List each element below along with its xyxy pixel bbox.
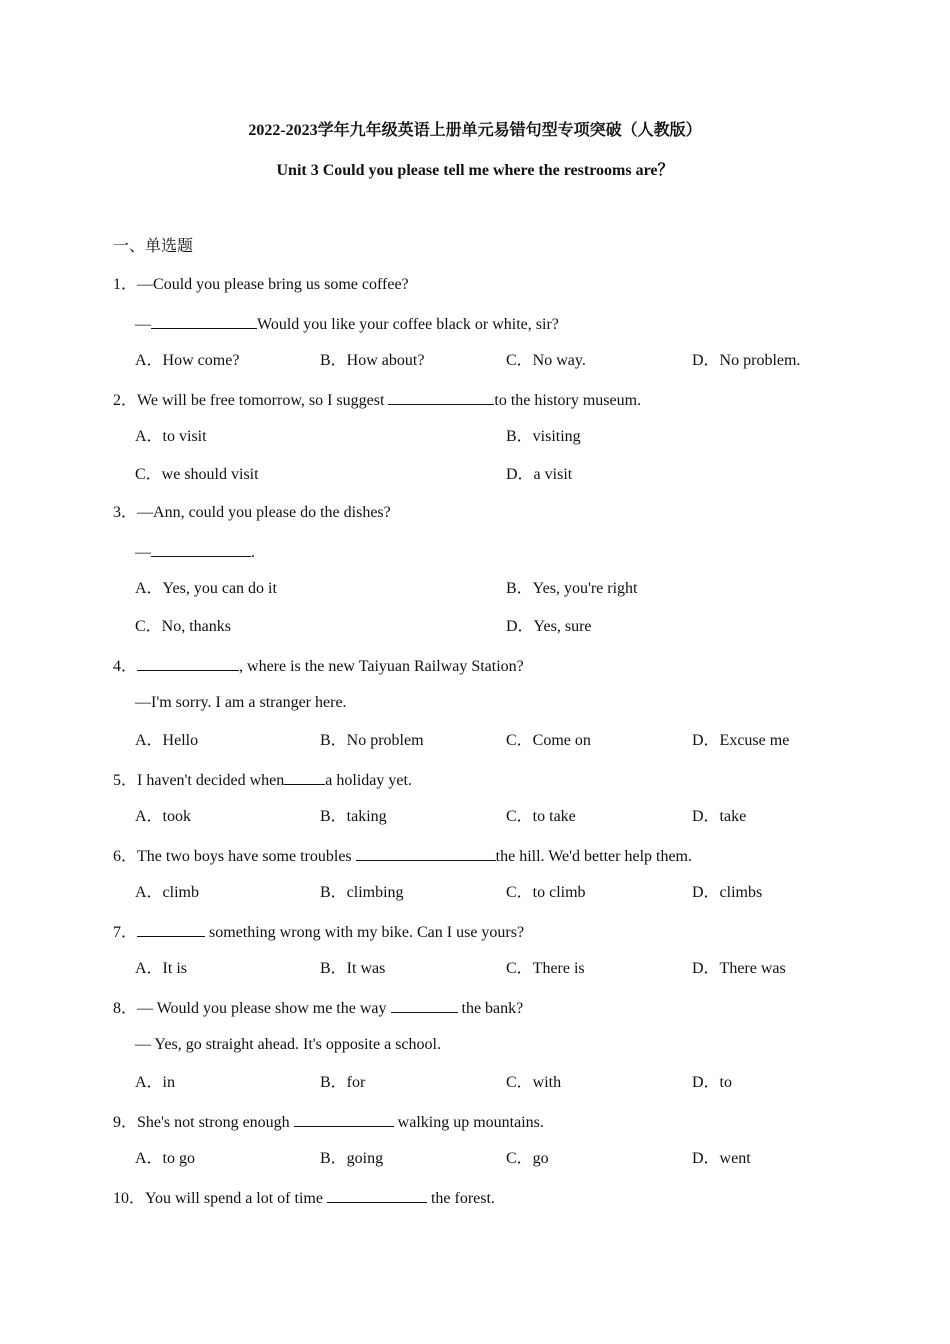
option-c[interactable]: C．go: [506, 1150, 549, 1167]
option-c[interactable]: C．No, thanks: [135, 618, 232, 635]
option-d[interactable]: D．climbs: [692, 884, 763, 901]
section-heading: 一、单选题: [113, 238, 194, 255]
option-a[interactable]: A．It is: [135, 960, 188, 977]
option-d[interactable]: D．to: [692, 1074, 733, 1091]
option-a[interactable]: A．How come?: [135, 352, 240, 369]
option-c[interactable]: C．No way.: [506, 352, 586, 369]
question-9: 9．She's not strong enough walking up mountains.: [113, 1110, 544, 1134]
option-b[interactable]: B．Yes, you're right: [506, 580, 638, 597]
option-a[interactable]: A．took: [135, 808, 192, 825]
question-2: 2．We will be free tomorrow, so I suggest to the history museum.: [113, 388, 641, 412]
question-4-response: —I'm sorry. I am a stranger here.: [135, 694, 347, 711]
option-b[interactable]: B．going: [320, 1150, 384, 1167]
option-d[interactable]: D．take: [692, 808, 747, 825]
question-1-response: — Would you like your coffee black or white, sir?: [135, 312, 559, 336]
unit-subtitle: Unit 3 Could you please tell me where the restrooms are？: [276, 162, 674, 179]
option-c[interactable]: C．to take: [506, 808, 576, 825]
answer-blank: [151, 540, 251, 557]
answer-blank: [137, 654, 239, 671]
question-1: [113, 274, 409, 296]
option-a[interactable]: A．Yes, you can do it: [135, 580, 277, 597]
question-number: 6．: [113, 848, 138, 865]
question-number: 8．: [113, 1000, 138, 1017]
option-b[interactable]: B．No problem: [320, 732, 424, 749]
answer-blank: [137, 920, 205, 937]
answer-blank: [356, 844, 496, 861]
option-d[interactable]: D．No problem.: [692, 352, 801, 369]
option-b[interactable]: B．climbing: [320, 884, 404, 901]
question-3-response: — .: [135, 540, 255, 564]
option-b[interactable]: B．taking: [320, 808, 387, 825]
option-d[interactable]: D．a visit: [506, 466, 573, 483]
option-b[interactable]: B．It was: [320, 960, 386, 977]
option-b[interactable]: B．How about?: [320, 352, 425, 369]
question-number: 9．: [113, 1114, 138, 1131]
option-c[interactable]: C．we should visit: [135, 466, 259, 483]
question-7: 7． something wrong with my bike. Can I use yours?: [113, 920, 524, 944]
answer-blank: [388, 388, 494, 405]
option-a[interactable]: A．to visit: [135, 428, 207, 445]
option-a[interactable]: A．in: [135, 1074, 176, 1091]
question-number: 10．: [113, 1190, 146, 1207]
question-text: —Could you please bring us some coffee?: [137, 276, 409, 293]
question-number: 7．: [113, 924, 138, 941]
option-c[interactable]: C．Come on: [506, 732, 591, 749]
question-10: 10．You will spend a lot of time the forest.: [113, 1186, 495, 1210]
option-d[interactable]: D．went: [692, 1150, 751, 1167]
question-3: 3．—Ann, could you please do the dishes?: [113, 504, 391, 521]
option-a[interactable]: A．climb: [135, 884, 199, 901]
option-a[interactable]: A．Hello: [135, 732, 199, 749]
option-d[interactable]: D．Yes, sure: [506, 618, 592, 635]
option-a[interactable]: A．to go: [135, 1150, 196, 1167]
question-number: 4．: [113, 658, 138, 675]
answer-blank: [284, 768, 325, 785]
question-number: 3．: [113, 504, 138, 521]
answer-blank: [391, 996, 458, 1013]
worksheet-title: 2022-2023学年九年级英语上册单元易错句型专项突破（人教版）: [248, 122, 702, 139]
question-8-response: — Yes, go straight ahead. It's opposite a school.: [135, 1036, 441, 1053]
question-6: 6．The two boys have some troubles the hill. We'd better help them.: [113, 844, 692, 868]
question-4: 4． , where is the new Taiyuan Railway Station?: [113, 654, 524, 678]
option-d[interactable]: D．There was: [692, 960, 786, 977]
option-c[interactable]: C．There is: [506, 960, 585, 977]
answer-blank: [294, 1110, 394, 1127]
question-number: 1．: [113, 276, 138, 293]
option-c[interactable]: C．to climb: [506, 884, 586, 901]
option-b[interactable]: B．visiting: [506, 428, 581, 445]
question-number: 2．: [113, 392, 138, 409]
question-number: 5．: [113, 772, 138, 789]
answer-blank: [327, 1186, 427, 1203]
question-5: 5．I haven't decided when a holiday yet.: [113, 768, 412, 792]
option-b[interactable]: B．for: [320, 1074, 366, 1091]
option-d[interactable]: D．Excuse me: [692, 732, 790, 749]
option-c[interactable]: C．with: [506, 1074, 562, 1091]
answer-blank: [151, 312, 257, 329]
question-8: 8．— Would you please show me the way the bank?: [113, 996, 523, 1020]
